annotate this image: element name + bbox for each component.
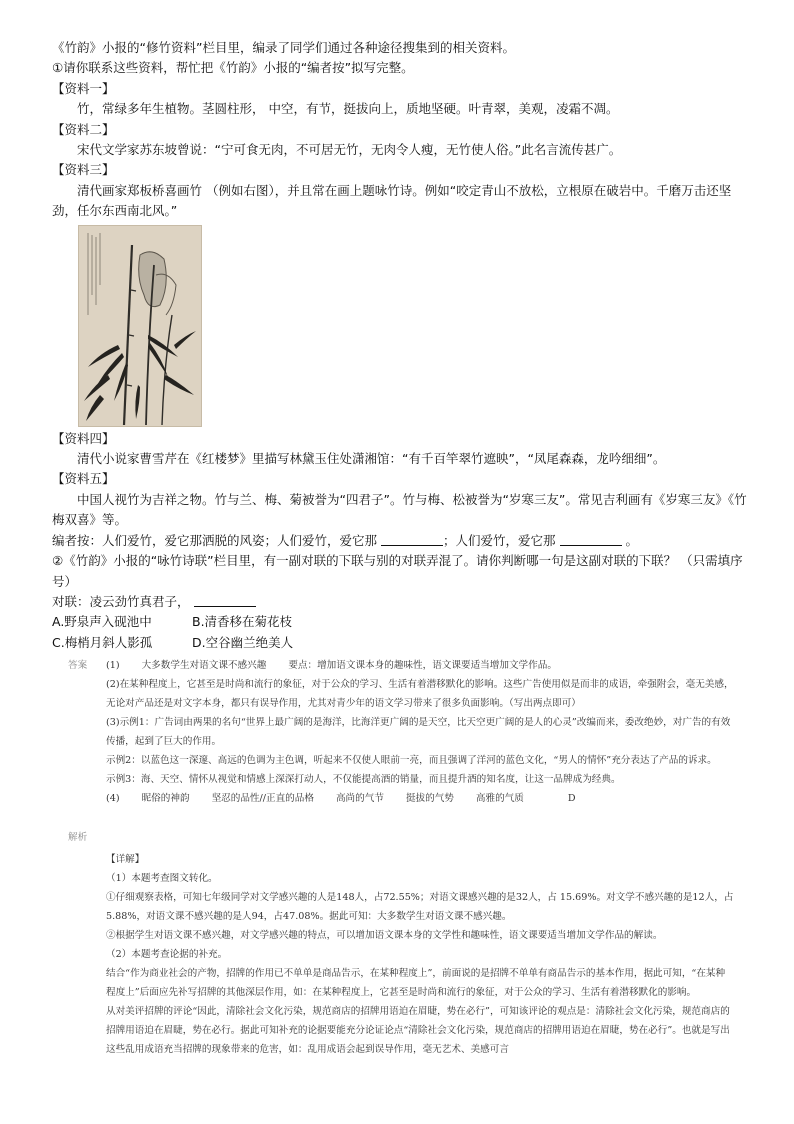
answer-4: (4) 昵俗的神韵 坚忍的品性//正直的品格 高尚的气节 挺拔的气势 高雅的气质 D — [106, 793, 576, 804]
answer-3c: 示例3：海、天空、情怀从视觉和情感上深深打动人，不仅能提高酒的销量，而且提升酒的知名度，让这一品牌成为经典。 — [106, 774, 621, 785]
answer-3b: 示例2：以蓝色这一深邃、高远的色调为主色调，听起来不仅使人眼前一亮，而且强调了洋河的蓝色文化，“男人的情怀”充分表达了产品的诉求。 — [106, 755, 717, 766]
options-row-1 — [52, 612, 752, 632]
answer-section — [64, 656, 734, 808]
analysis-1: （1）本题考查图文转化。 — [106, 873, 218, 884]
couplet-line: 对联：凌云劲竹真君子， — [52, 592, 752, 612]
material-5-title: 【资料五】 — [52, 471, 115, 487]
answer-2: (2)在某种程度上，它甚至是时尚和流行的象征，对于公众的学习、生活有着潜移默化的影响。这些广告使用似是而非的成语，牵强附会，毫无美感，无论对产品还是对文字本身，都只有误导作用，尤其对青少年的语文学习带来了很多负面影响。（写出两点即可） — [106, 679, 734, 709]
analysis-heading: 【详解】 — [106, 854, 145, 865]
answer-1: (1) 大多数学生对语文课不感兴趣 要点：增加语文课本身的趣味性，语文课要适当增加文学作品。 — [106, 660, 557, 671]
material-3-text: 清代画家郑板桥喜画竹 （例如右图），并且常在画上题咏竹诗。例如“咬定青山不放松，立根原在破岩中。千磨万击还坚劲，任尔东西南北风。” — [52, 182, 732, 219]
bamboo-painting — [78, 225, 202, 427]
analysis-section — [64, 828, 734, 1059]
analysis-2a: 结合“作为商业社会的产物，招牌的作用已不单单是商品告示，在某种程度上”，前面说的是招牌不单单有商品告示的基本作用，据此可知，“在某种程度上”后面应先补写招牌的其他深层作用，如：在某种程度上，它甚至是时尚和流行的象征，对于公众的学习、生活有着潜移默化的影响。 — [106, 968, 726, 998]
material-1-title: 【资料一】 — [52, 80, 115, 96]
material-3-title: 【资料三】 — [52, 162, 115, 178]
intro-text: 《竹韵》小报的“修竹资料”栏目里，编录了同学们通过各种途径搜集到的相关资料。 — [52, 40, 515, 55]
blank-2 — [560, 533, 622, 546]
option-d: D.空谷幽兰绝美人 — [192, 634, 294, 650]
analysis-1a: ①仔细观察表格，可知七年级同学对文学感兴趣的人是148人，占72.55%；对语文课感兴趣的是32人，占 15.69%。对文学不感兴趣的是12人，占5.88%，对语文课不感兴趣的是人94，占47.08%。据此可知：大多数学生对语文课不感兴趣。 — [106, 892, 734, 922]
option-c: C.梅梢月斜人影孤 — [52, 634, 153, 650]
answer-3: (3)示例1：广告词由两果的名句“世界上最广阔的是海洋，比海洋更广阔的是天空，比天空更广阔的是人的心灵”改编而来，委改绝妙，对广告的有效传播，起到了巨大的作用。 — [106, 717, 731, 747]
option-b: B.清香移在菊花枝 — [192, 614, 293, 630]
question-section — [52, 38, 752, 653]
question-2: ②《竹韵》小报的“咏竹诗联”栏目里，有一副对联的下联与别的对联弄混了。请你判断哪一句是这副对联的下联？ （只需填序号） — [52, 553, 743, 589]
material-5-text: 中国人视竹为吉祥之物。竹与兰、梅、菊被誉为“四君子”。竹与梅、松被誉为“岁寒三友”。常见吉利画有《岁寒三友》《竹梅双喜》等。 — [52, 491, 747, 528]
material-4-text: 清代小说家曹雪芹在《红楼梦》里描写林黛玉住处潇湘馆：“有千百竿翠竹遮映”，“凤尾森森，龙吟细细”。 — [77, 451, 666, 467]
analysis-1b: ②根据学生对语文课不感兴趣，对文学感兴趣的特点，可以增加语文课本身的文学性和趣味性，语文课要适当增加文学作品的解读。 — [106, 930, 663, 941]
option-a: A.野泉声入砚池中 — [52, 614, 152, 630]
blank-3 — [194, 594, 256, 607]
bamboo-painting-image — [78, 225, 202, 427]
options-row-2 — [52, 633, 752, 653]
analysis-2: （2）本题考查论据的补充。 — [106, 949, 228, 960]
blank-1 — [381, 533, 443, 546]
editor-note: 编者按：人们爱竹，爱它那洒脱的风姿；人们爱竹，爱它那 ；人们爱竹，爱它那 。 — [52, 532, 638, 548]
material-2-text: 宋代文学家苏东坡曾说：“宁可食无肉，不可居无竹，无肉令人瘦，无竹使人俗。”此名言流传甚广。 — [77, 142, 622, 158]
analysis-2b: 从对美评招牌的评论“因此，清除社会文化污染，规范商店的招牌用语迫在眉睫，势在必行”，可知该评论的观点是：清除社会文化污染，规范商店的招牌用语迫在眉睫，势在必行。据此可知补充的论据要能充分论证论点“清除社会文化污染，规范商店的招牌用语迫在眉睫，势在必行”。也就是写出这些乱用成语充当招牌的现象带来的危害，如：乱用成语会起到误导作用，毫无艺术、美感可言 — [106, 1006, 730, 1055]
material-4-title: 【资料四】 — [52, 430, 115, 446]
material-2-title: 【资料二】 — [52, 121, 115, 137]
analysis-label: 解析 — [68, 832, 88, 843]
answer-label: 答案 — [68, 660, 88, 671]
material-1-text: 竹，常绿多年生植物。茎圆柱形， 中空，有节，挺拔向上，质地坚硬。叶青翠，美观，凌霜不凋。 — [77, 101, 619, 117]
question-1: ①请你联系这些资料，帮忙把《竹韵》小报的“编者按”拟写完整。 — [52, 60, 414, 76]
